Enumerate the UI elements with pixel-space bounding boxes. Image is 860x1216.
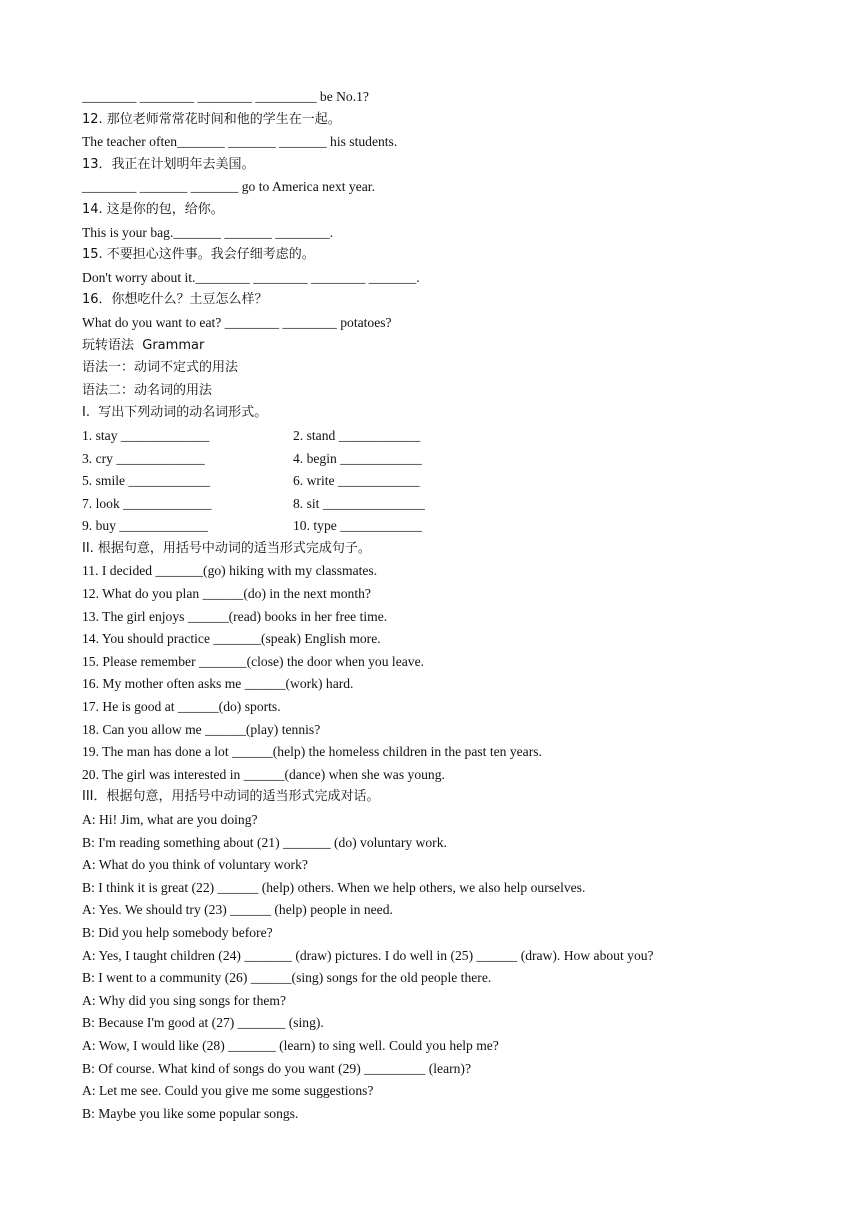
exercise-item: 5. smile ____________ <box>82 473 211 489</box>
section-gerund-forms <box>82 402 782 538</box>
section-title: III．根据句意，用括号中动词的适当形式完成对话。 <box>82 789 380 805</box>
dialogue-line: B: Maybe you like some popular songs. <box>82 1105 299 1121</box>
dialogue-line: B: Did you help somebody before? <box>82 924 273 940</box>
exercise-row <box>82 493 782 516</box>
worksheet-page <box>82 86 782 1125</box>
dialogue-line: A: Let me see. Could you give me some suggestions? <box>82 1083 374 1099</box>
exercise-item: 1. stay _____________ <box>82 427 210 443</box>
exercise-row <box>82 448 782 471</box>
translation-prompt: 12. 那位老师常常花时间和他的学生在一起。 <box>82 111 341 127</box>
exercise-item: 17. He is good at ______(do) sports. <box>82 699 281 715</box>
grammar-topic-1: 语法一：动词不定式的用法 <box>82 360 239 376</box>
grammar-header <box>82 335 782 403</box>
exercise-item: 18. Can you allow me ______(play) tennis? <box>82 721 321 737</box>
exercise-item: 16. My mother often asks me ______(work) hard. <box>82 676 354 692</box>
exercise-item: 12. What do you plan ______(do) in the next month? <box>82 586 371 602</box>
section-dialogue <box>82 786 782 1125</box>
section-title: II. 根据句意，用括号中动词的适当形式完成句子。 <box>82 540 371 556</box>
exercise-row <box>82 470 782 493</box>
translation-prompt: 15. 不要担心这件事。我会仔细考虑的。 <box>82 247 315 263</box>
translation-section <box>82 86 782 335</box>
section-title: I. 写出下列动词的动名词形式。 <box>82 405 268 421</box>
exercise-item: 6. write ____________ <box>293 473 420 489</box>
exercise-item: 11. I decided _______(go) hiking with my classmates. <box>82 563 378 579</box>
exercise-item: 10. type ____________ <box>293 518 422 534</box>
exercise-item: 19. The man has done a lot ______(help) the homeless children in the past ten years. <box>82 744 542 760</box>
translation-line: The teacher often_______ _______ _______ his students. <box>82 134 398 150</box>
translation-prompt: 13．我正在计划明年去美国。 <box>82 156 255 172</box>
exercise-item: 14. You should practice _______(speak) English more. <box>82 631 381 647</box>
translation-line: ________ ________ ________ _________ be No.1? <box>82 89 369 104</box>
translation-line: ________ _______ _______ go to America next year. <box>82 179 375 195</box>
section-sentence-completion <box>82 538 782 787</box>
dialogue-line: A: Why did you sing songs for them? <box>82 992 287 1008</box>
grammar-title: 玩转语法 Grammar <box>82 337 205 353</box>
dialogue-line: A: Wow, I would like (28) _______ (learn) to sing well. Could you help me? <box>82 1037 499 1053</box>
dialogue-line: B: Because I'm good at (27) _______ (sing). <box>82 1015 324 1031</box>
exercise-item: 13. The girl enjoys ______(read) books in her free time. <box>82 608 388 624</box>
dialogue-line: B: I think it is great (22) ______ (help) others. When we help others, we also help ourselves. <box>82 879 586 895</box>
exercise-item: 4. begin ____________ <box>293 450 422 466</box>
exercise-item: 15. Please remember _______(close) the door when you leave. <box>82 653 425 669</box>
grammar-topic-2: 语法二：动名词的用法 <box>82 382 213 398</box>
dialogue-line: A: Hi! Jim, what are you doing? <box>82 812 258 827</box>
dialogue-line: A: Yes, I taught children (24) _______ (draw) pictures. I do well in (25) ______ (draw). How about you? <box>82 947 654 963</box>
exercise-item: 2. stand ____________ <box>293 427 421 443</box>
translation-prompt: 14. 这是你的包，给你。 <box>82 201 224 217</box>
exercise-item: 9. buy _____________ <box>82 518 208 534</box>
dialogue-line: B: Of course. What kind of songs do you want (29) _________ (learn)? <box>82 1060 471 1076</box>
exercise-row <box>82 515 782 538</box>
exercise-item: 3. cry _____________ <box>82 450 205 466</box>
translation-prompt: 16．你想吃什么？土豆怎么样？ <box>82 292 268 308</box>
translation-line: This is your bag._______ _______ ________. <box>82 224 334 240</box>
exercise-row <box>82 425 782 448</box>
dialogue-line: A: What do you think of voluntary work? <box>82 857 308 873</box>
dialogue-line: A: Yes. We should try (23) ______ (help) people in need. <box>82 902 393 918</box>
dialogue-line: B: I went to a community (26) ______(sing) songs for the old people there. <box>82 970 492 986</box>
exercise-item: 7. look _____________ <box>82 495 212 511</box>
translation-line: What do you want to eat? ________ ________ potatoes? <box>82 314 392 330</box>
translation-line: Don't worry about it.________ ________ ________ _______. <box>82 269 420 285</box>
dialogue-line: B: I'm reading something about (21) _______ (do) voluntary work. <box>82 834 447 850</box>
exercise-item: 20. The girl was interested in ______(dance) when she was young. <box>82 766 445 782</box>
exercise-item: 8. sit _______________ <box>293 495 425 511</box>
